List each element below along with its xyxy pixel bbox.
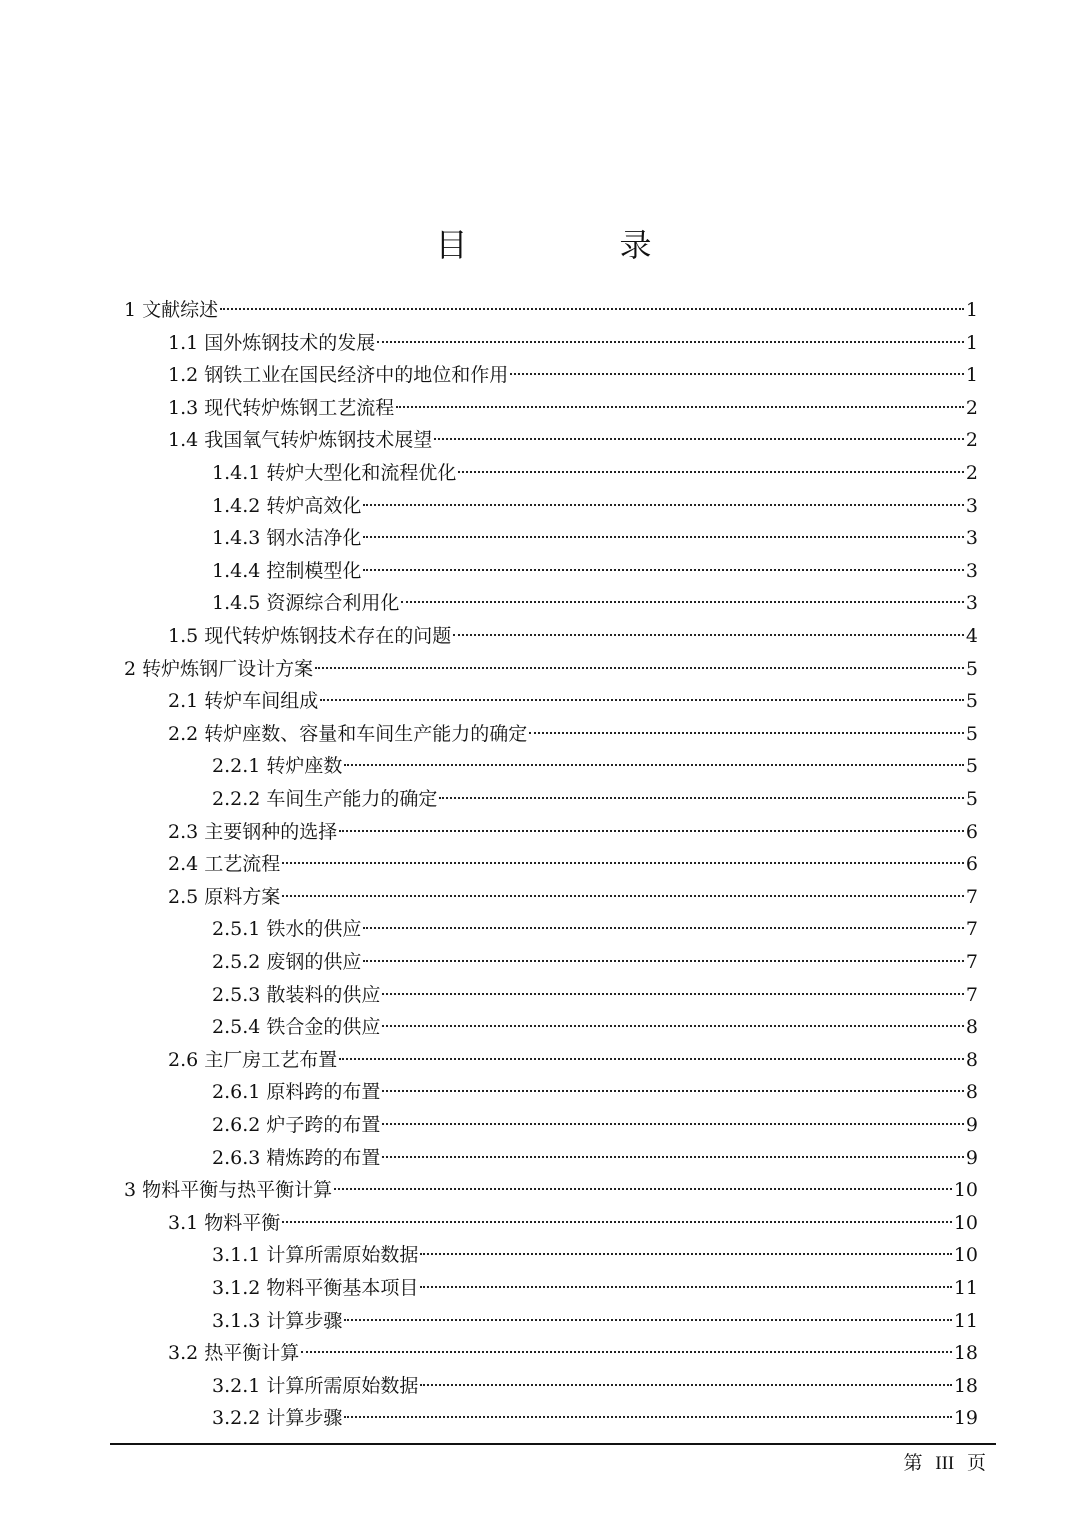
toc-dot-leader [420,1286,951,1288]
toc-entry-page: 9 [965,1114,978,1136]
toc-entry-label: 1 文献综述 [124,299,219,321]
toc-entry-label: 2.6.2 炉子跨的布置 [212,1114,381,1136]
toc-entry-label: 2.5.3 散装料的供应 [212,984,381,1006]
toc-entry[interactable] [212,1076,978,1108]
toc-entry-page: 1 [965,299,978,321]
toc-entry[interactable] [168,848,978,880]
toc-entry-label: 1.2 钢铁工业在国民经济中的地位和作用 [168,364,509,386]
toc-entry-label: 1.5 现代转炉炼钢技术存在的问题 [168,625,452,647]
toc-entry-page: 8 [965,1016,978,1038]
toc-entry-label: 1.4.5 资源综合利用化 [212,592,400,614]
toc-entry-page: 5 [965,658,978,680]
toc-entry-label: 2.6.1 原料跨的布置 [212,1081,381,1103]
toc-entry-label: 2.2 转炉座数、容量和车间生产能力的确定 [168,723,528,745]
toc-entry-label: 2.5.4 铁合金的供应 [212,1016,381,1038]
toc-dot-leader [220,308,964,310]
toc-entry[interactable] [212,1142,978,1174]
toc-entry-page: 7 [965,984,978,1006]
toc-dot-leader [396,406,964,408]
toc-dot-leader [377,341,964,343]
toc-dot-leader [339,830,964,832]
toc-dot-leader [282,895,964,897]
toc-dot-leader [382,1090,964,1092]
toc-entry-page: 3 [965,560,978,582]
toc-entry[interactable] [212,587,978,619]
toc-dot-leader [382,1025,964,1027]
toc-entry[interactable] [212,457,978,489]
toc-entry-label: 1.1 国外炼钢技术的发展 [168,332,376,354]
toc-entry-page: 5 [965,755,978,777]
toc-entry[interactable] [168,816,978,848]
toc-entry[interactable] [212,946,978,978]
toc-dot-leader [315,667,964,669]
toc-entry-label: 2.1 转炉车间组成 [168,690,319,712]
toc-entry-label: 3.2 热平衡计算 [168,1342,300,1364]
toc-entry-label: 3.1.2 物料平衡基本项目 [212,1277,419,1299]
toc-entry-page: 18 [953,1342,978,1364]
toc-entry-label: 2.5.2 废钢的供应 [212,951,362,973]
toc-entry-page: 5 [965,723,978,745]
toc-dot-leader [439,797,964,799]
toc-entry-page: 1 [965,364,978,386]
toc-entry-page: 10 [953,1244,978,1266]
toc-entry-page: 18 [953,1375,978,1397]
toc-dot-leader [339,1058,964,1060]
toc-entry-label: 3.1 物料平衡 [168,1212,281,1234]
toc-dot-leader [334,1188,952,1190]
toc-entry-page: 10 [953,1179,978,1201]
toc-entry[interactable] [212,913,978,945]
toc-entry[interactable] [212,1402,978,1434]
toc-entry[interactable] [168,685,978,717]
toc-entry-page: 7 [965,951,978,973]
toc-entry-label: 1.4.4 控制模型化 [212,560,362,582]
toc-entry-page: 9 [965,1147,978,1169]
footer-divider [110,1443,996,1445]
toc-entry-page: 3 [965,592,978,614]
toc-entry-label: 2.5.1 铁水的供应 [212,918,362,940]
toc-entry[interactable] [212,750,978,782]
toc-dot-leader [344,1319,951,1321]
toc-entry-page: 3 [965,495,978,517]
toc-dot-leader [344,1416,951,1418]
toc-entry[interactable] [168,1207,978,1239]
toc-entry-label: 1.4.2 转炉高效化 [212,495,362,517]
toc-entry[interactable] [212,522,978,554]
toc-dot-leader [510,373,964,375]
toc-entry-label: 1.4 我国氧气转炉炼钢技术展望 [168,429,433,451]
toc-dot-leader [458,471,964,473]
toc-entry[interactable] [212,1109,978,1141]
toc-entry-page: 6 [965,853,978,875]
toc-dot-leader [453,634,964,636]
toc-entry[interactable] [168,718,978,750]
toc-entry[interactable] [124,1174,978,1206]
toc-dot-leader [363,927,964,929]
toc-entry-page: 5 [965,690,978,712]
toc-entry-page: 2 [965,397,978,419]
toc-entry[interactable] [212,1272,978,1304]
toc-dot-leader [344,764,964,766]
toc-entry[interactable] [124,294,978,326]
toc-entry-label: 2 转炉炼钢厂设计方案 [124,658,314,680]
toc-entry-label: 2.6 主厂房工艺布置 [168,1049,338,1071]
toc-entry-label: 1.4.3 钢水洁净化 [212,527,362,549]
toc-entry-page: 8 [965,1049,978,1071]
toc-entry[interactable] [212,783,978,815]
toc-entry[interactable] [212,490,978,522]
page-title: 目 录 [435,226,712,264]
toc-dot-leader [282,1221,952,1223]
toc-entry-page: 3 [965,527,978,549]
toc-dot-leader [363,960,964,962]
toc-entry-label: 3 物料平衡与热平衡计算 [124,1179,333,1201]
toc-dot-leader [363,504,964,506]
toc-entry[interactable] [168,1044,978,1076]
toc-dot-leader [301,1351,952,1353]
toc-entry-label: 3.1.3 计算步骤 [212,1310,343,1332]
toc-entry-label: 2.6.3 精炼跨的布置 [212,1147,381,1169]
toc-entry[interactable] [168,392,978,424]
toc-entry-label: 3.2.1 计算所需原始数据 [212,1375,419,1397]
toc-entry-label: 2.5 原料方案 [168,886,281,908]
toc-entry[interactable] [212,1239,978,1271]
toc-dot-leader [363,536,964,538]
toc-entry[interactable] [212,979,978,1011]
toc-entry-page: 4 [965,625,978,647]
toc-dot-leader [382,1123,964,1125]
toc-dot-leader [382,993,964,995]
toc-entry[interactable] [168,327,978,359]
toc-entry-label: 2.3 主要钢种的选择 [168,821,338,843]
toc-entry-label: 3.2.2 计算步骤 [212,1407,343,1429]
toc-entry-label: 1.4.1 转炉大型化和流程优化 [212,462,457,484]
toc-entry-label: 1.3 现代转炉炼钢工艺流程 [168,397,395,419]
toc-dot-leader [282,862,964,864]
toc-entry[interactable] [212,555,978,587]
toc-entry[interactable] [212,1370,978,1402]
toc-entry-page: 19 [953,1407,978,1429]
toc-entry-label: 3.1.1 计算所需原始数据 [212,1244,419,1266]
toc-entry-page: 5 [965,788,978,810]
toc-entry[interactable] [168,881,978,913]
toc-entry[interactable] [212,1305,978,1337]
toc-entry[interactable] [212,1011,978,1043]
toc-entry-label: 2.4 工艺流程 [168,853,281,875]
toc-dot-leader [401,601,964,603]
toc-entry-page: 2 [965,429,978,451]
toc-entry-page: 2 [965,462,978,484]
toc-dot-leader [434,438,964,440]
toc-entry[interactable] [168,424,978,456]
toc-dot-leader [363,569,964,571]
toc-dot-leader [382,1156,964,1158]
toc-entry[interactable] [124,653,978,685]
toc-entry-label: 2.2.1 转炉座数 [212,755,343,777]
toc-entry-page: 7 [965,918,978,940]
toc-entry-page: 8 [965,1081,978,1103]
toc-dot-leader [420,1253,951,1255]
toc-entry[interactable] [168,620,978,652]
toc-entry[interactable] [168,1337,978,1369]
toc-dot-leader [320,699,964,701]
toc-entry[interactable] [168,359,978,391]
toc-entry-page: 10 [953,1212,978,1234]
toc-dot-leader [420,1384,951,1386]
toc-entry-page: 1 [965,332,978,354]
toc-entry-page: 11 [953,1277,978,1299]
toc-entry-page: 11 [953,1310,978,1332]
page-number: 第 III 页 [903,1453,986,1474]
toc-entry-page: 6 [965,821,978,843]
toc-entry-page: 7 [965,886,978,908]
toc-entry-label: 2.2.2 车间生产能力的确定 [212,788,438,810]
toc-dot-leader [529,732,964,734]
